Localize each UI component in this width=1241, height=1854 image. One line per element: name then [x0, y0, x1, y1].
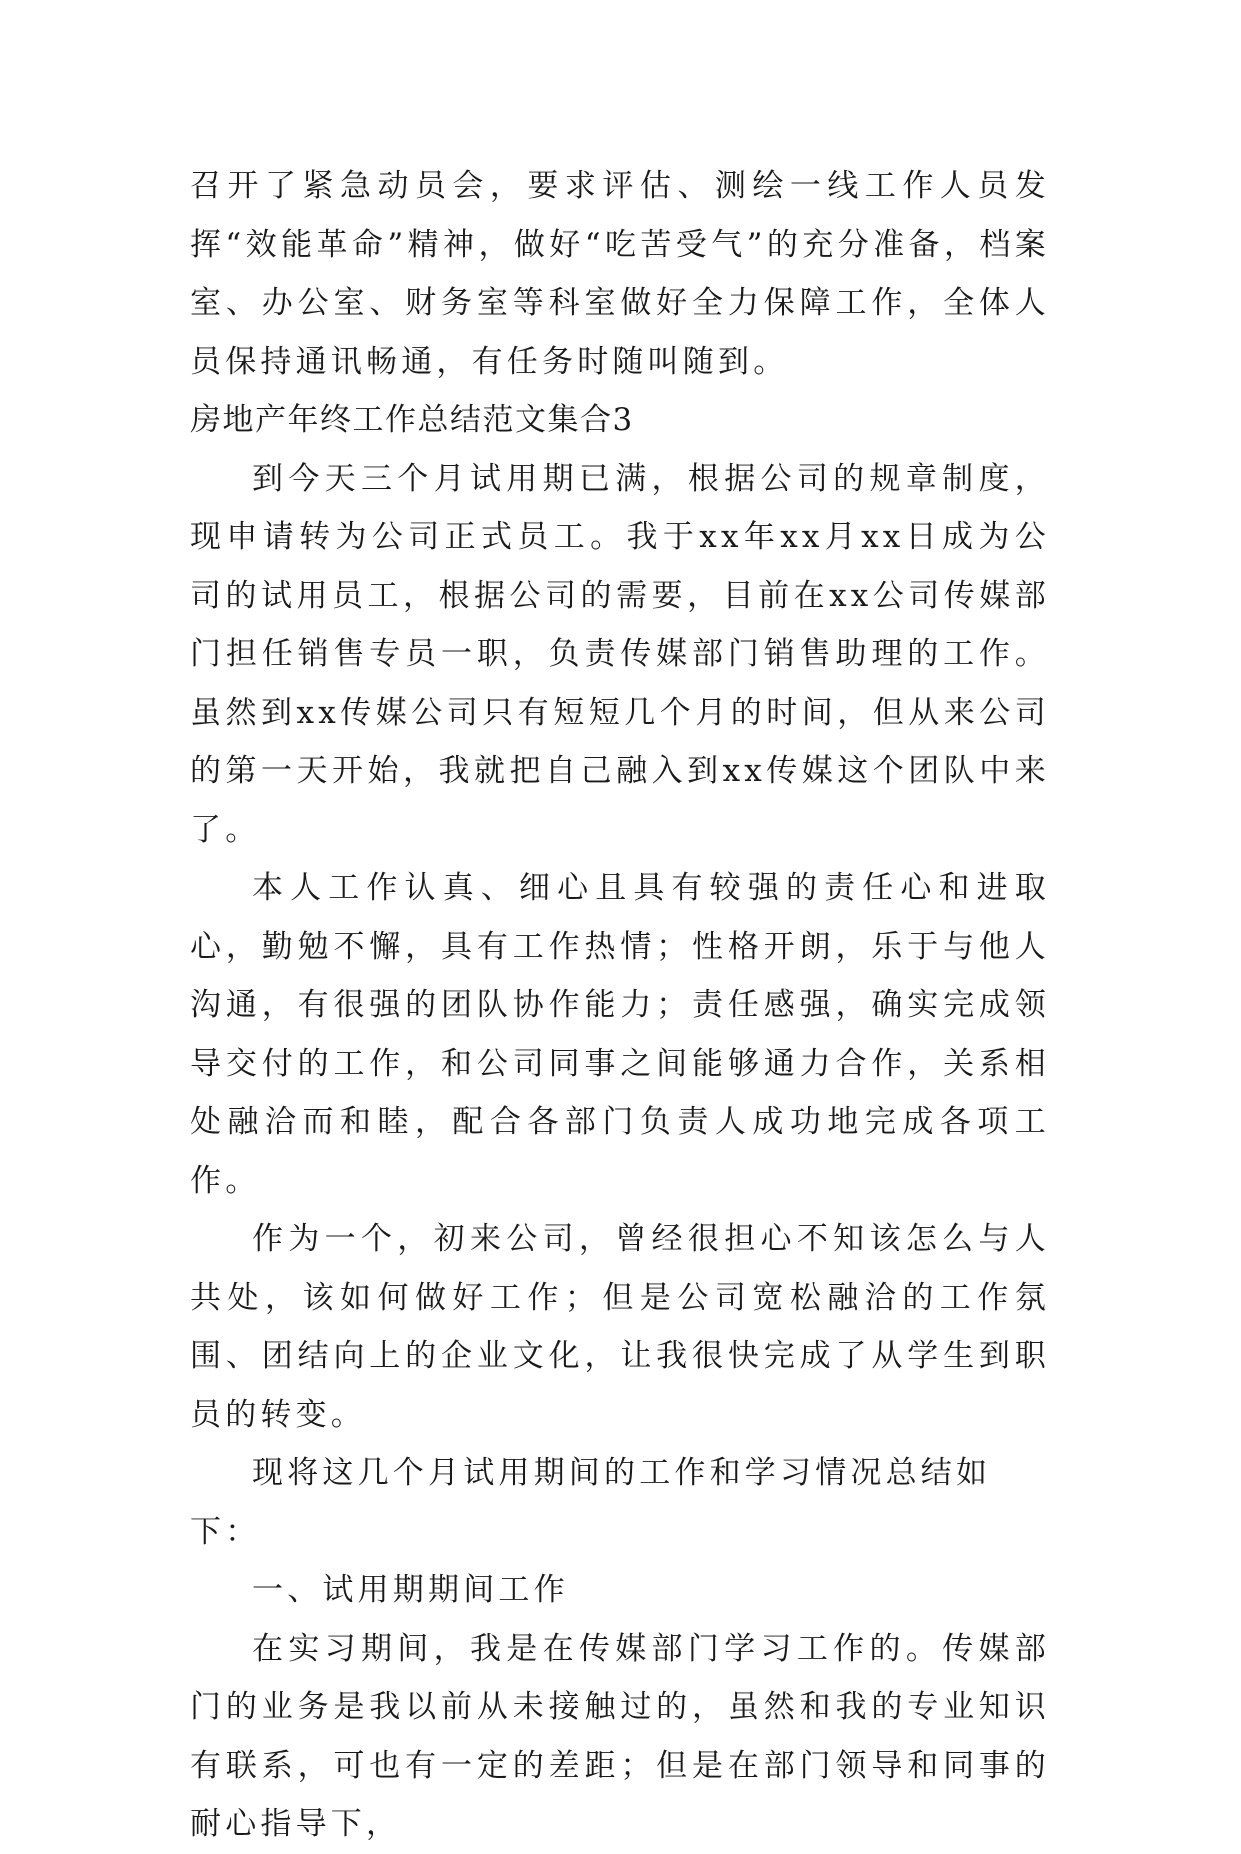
- paragraph-adaptation: 作为一个，初来公司，曾经很担心不知该怎么与人共处，该如何做好工作；但是公司宽松融洽的工作氛围、团结向上的企业文化，让我很快完成了从学生到职员的转变。: [190, 1221, 1050, 1433]
- section-title: 房地产年终工作总结范文集合3: [190, 402, 634, 438]
- paragraph-internship: 在实习期间，我是在传媒部门学习工作的。传媒部门的业务是我以前从未接触过的，虽然和我的专业知识有联系，可也有一定的差距；但是在部门领导和同事的耐心指导下，: [190, 1630, 1050, 1842]
- subheading-probation-work: 一、试用期期间工作: [252, 1572, 569, 1608]
- document-body: [190, 157, 1050, 1854]
- paragraph-summary-intro: 现将这几个月试用期间的工作和学习情况总结如下：: [190, 1455, 992, 1550]
- continued-paragraph: 召开了紧急动员会，要求评估、测绘一线工作人员发挥“效能革命”精神，做好“吃苦受气”的充分准备，档案室、办公室、财务室等科室做好全力保障工作，全体人员保持通讯畅通，有任务时随叫随到。: [190, 168, 1050, 380]
- paragraph-probation-complete: 到今天三个月试用期已满，根据公司的规章制度，现申请转为公司正式员工。我于xx年xx月xx日成为公司的试用员工，根据公司的需要，目前在xx公司传媒部门担任销售专员一职，负责传媒部门销售助理的工作。虽然到xx传媒公司只有短短几个月的时间，但从来公司的第一天开始，我就把自己融入到xx传媒这个团队中来了。: [190, 460, 1050, 848]
- paragraph-self-assessment: 本人工作认真、细心且具有较强的责任心和进取心，勤勉不懈，具有工作热情；性格开朗，乐于与他人沟通，有很强的团队协作能力；责任感强，确实完成领导交付的工作，和公司同事之间能够通力合作，关系相处融洽而和睦，配合各部门负责人成功地完成各项工作。: [190, 870, 1050, 1199]
